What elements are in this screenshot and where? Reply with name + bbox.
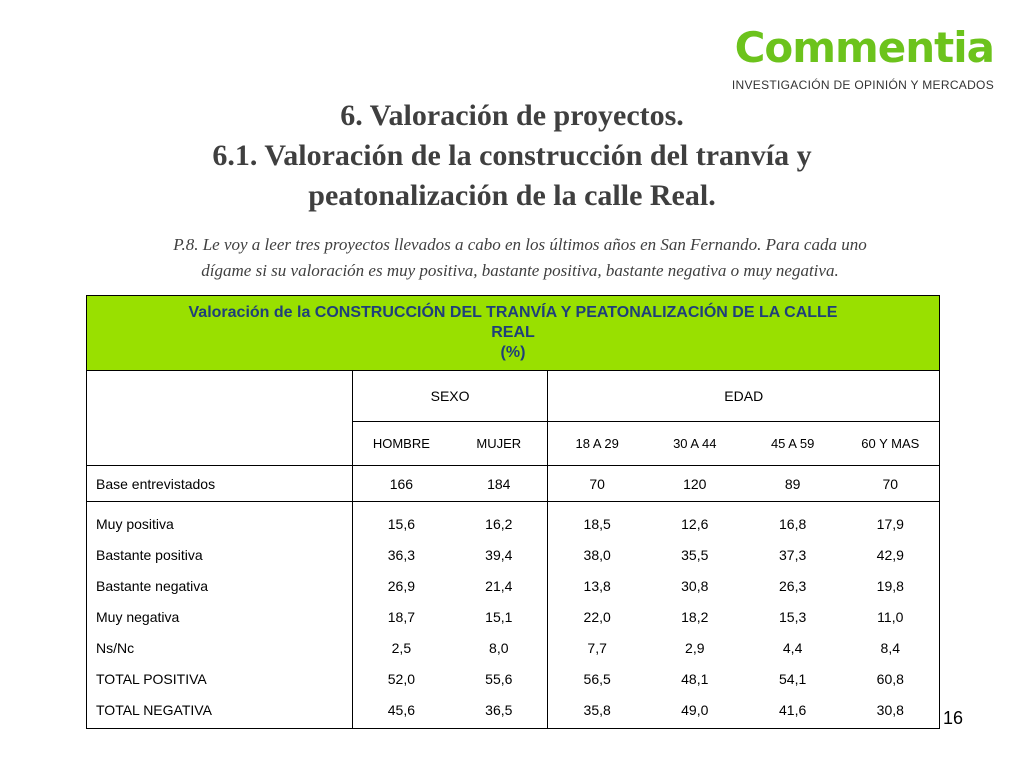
cell-value: 89 xyxy=(744,466,842,502)
question-line-2: dígame si su valoración es muy positiva, bastante positiva, bastante negativa o muy negativa. xyxy=(201,261,839,280)
cell-value: 15,1 xyxy=(450,601,548,632)
cell-value: 30,8 xyxy=(842,694,940,729)
col-header-18-29: 18 A 29 xyxy=(548,422,646,466)
cell-value: 120 xyxy=(646,466,744,502)
group-edad: EDAD xyxy=(548,371,940,422)
col-header-60-mas: 60 Y MAS xyxy=(842,422,940,466)
cell-value: 70 xyxy=(548,466,646,502)
table-header-line-2: REAL xyxy=(491,324,535,341)
cell-value: 22,0 xyxy=(583,608,611,625)
cell-value: 21,4 xyxy=(450,570,548,601)
commentia-logo xyxy=(732,24,994,92)
table-row xyxy=(87,539,940,570)
logo-subtitle: INVESTIGACIÓN DE OPINIÓN Y MERCADOS xyxy=(731,78,994,92)
col-header-mujer: MUJER xyxy=(450,422,548,466)
cell-value: 12,6 xyxy=(681,515,709,532)
row-label: TOTAL NEGATIVA xyxy=(87,694,353,729)
col-header-45-59: 45 A 59 xyxy=(744,422,842,466)
table-header-line-3: (%) xyxy=(500,344,526,361)
cell-value: 8,4 xyxy=(842,632,940,663)
cell-value: 42,9 xyxy=(842,539,940,570)
group-sexo: SEXO xyxy=(352,371,548,422)
corner-cell xyxy=(87,371,353,466)
table-header xyxy=(87,296,940,371)
cell-value: 18,7 xyxy=(387,608,415,625)
cell-value: 17,9 xyxy=(842,502,940,540)
row-label: Bastante negativa xyxy=(87,570,353,601)
title-line-2: 6.1. Valoración de la construcción del tranvía y xyxy=(212,139,812,172)
cell-value: 4,4 xyxy=(782,639,803,656)
table-header-line-1: Valoración de la CONSTRUCCIÓN DEL TRANVÍA Y PEATONALIZACIÓN DE LA CALLE xyxy=(188,304,838,321)
table-row xyxy=(87,570,940,601)
cell-value: 2,9 xyxy=(685,639,705,656)
cell-value: 26,9 xyxy=(387,577,415,594)
cell-value: 15,6 xyxy=(387,515,415,532)
logo-wordmark: Commentia xyxy=(734,23,994,72)
row-label: Bastante positiva xyxy=(87,539,353,570)
row-label: Muy positiva xyxy=(87,502,353,540)
question-text xyxy=(90,232,950,284)
cell-value: 166 xyxy=(352,466,450,502)
cell-value: 11,0 xyxy=(842,601,940,632)
cell-value: 15,3 xyxy=(779,608,807,625)
cell-value: 8,0 xyxy=(450,632,548,663)
cell-value: 16,8 xyxy=(779,515,807,532)
cell-value: 18,2 xyxy=(681,608,709,625)
cell-value: 30,8 xyxy=(681,577,709,594)
cell-value: 45,6 xyxy=(352,694,450,729)
question-line-1: P.8. Le voy a leer tres proyectos llevados a cabo en los últimos años en San Fernando. Para cada uno xyxy=(173,235,867,254)
cell-value: 16,2 xyxy=(450,502,548,540)
row-label: Muy negativa xyxy=(87,601,353,632)
title-line-1: 6. Valoración de proyectos. xyxy=(340,99,684,132)
cell-value: 35,8 xyxy=(548,694,646,729)
page-number: 16 xyxy=(943,708,964,728)
cell-value: 39,4 xyxy=(450,539,548,570)
row-label: Ns/Nc xyxy=(87,632,353,663)
cell-value: 56,5 xyxy=(583,670,611,687)
cell-value: 54,1 xyxy=(779,670,807,687)
cell-value: 26,3 xyxy=(779,577,807,594)
table-row-base xyxy=(87,466,940,502)
cell-value: 18,5 xyxy=(583,515,611,532)
cell-value: 41,6 xyxy=(744,694,842,729)
slide-title xyxy=(0,96,1024,216)
table-row xyxy=(87,601,940,632)
row-label: Base entrevistados xyxy=(87,466,353,502)
cell-value: 55,6 xyxy=(450,663,548,694)
cell-value: 36,3 xyxy=(387,546,415,563)
cell-value: 7,7 xyxy=(587,639,607,656)
cell-value: 70 xyxy=(842,466,940,502)
table-row xyxy=(87,502,940,540)
col-header-30-44: 30 A 44 xyxy=(646,422,744,466)
cell-value: 19,8 xyxy=(842,570,940,601)
results-table xyxy=(86,295,940,729)
title-line-3: peatonalización de la calle Real. xyxy=(308,179,716,212)
table-row xyxy=(87,663,940,694)
cell-value: 38,0 xyxy=(583,546,611,563)
cell-value: 36,5 xyxy=(450,694,548,729)
cell-value: 60,8 xyxy=(842,663,940,694)
table-row xyxy=(87,694,940,729)
cell-value: 49,0 xyxy=(646,694,744,729)
cell-value: 184 xyxy=(450,466,548,502)
cell-value: 52,0 xyxy=(387,670,415,687)
cell-value: 13,8 xyxy=(583,577,611,594)
col-header-hombre: HOMBRE xyxy=(352,422,450,466)
cell-value: 37,3 xyxy=(779,546,807,563)
table-row xyxy=(87,632,940,663)
cell-value: 35,5 xyxy=(681,546,709,563)
cell-value: 2,5 xyxy=(391,639,412,656)
row-label: TOTAL POSITIVA xyxy=(87,663,353,694)
cell-value: 48,1 xyxy=(681,670,709,687)
